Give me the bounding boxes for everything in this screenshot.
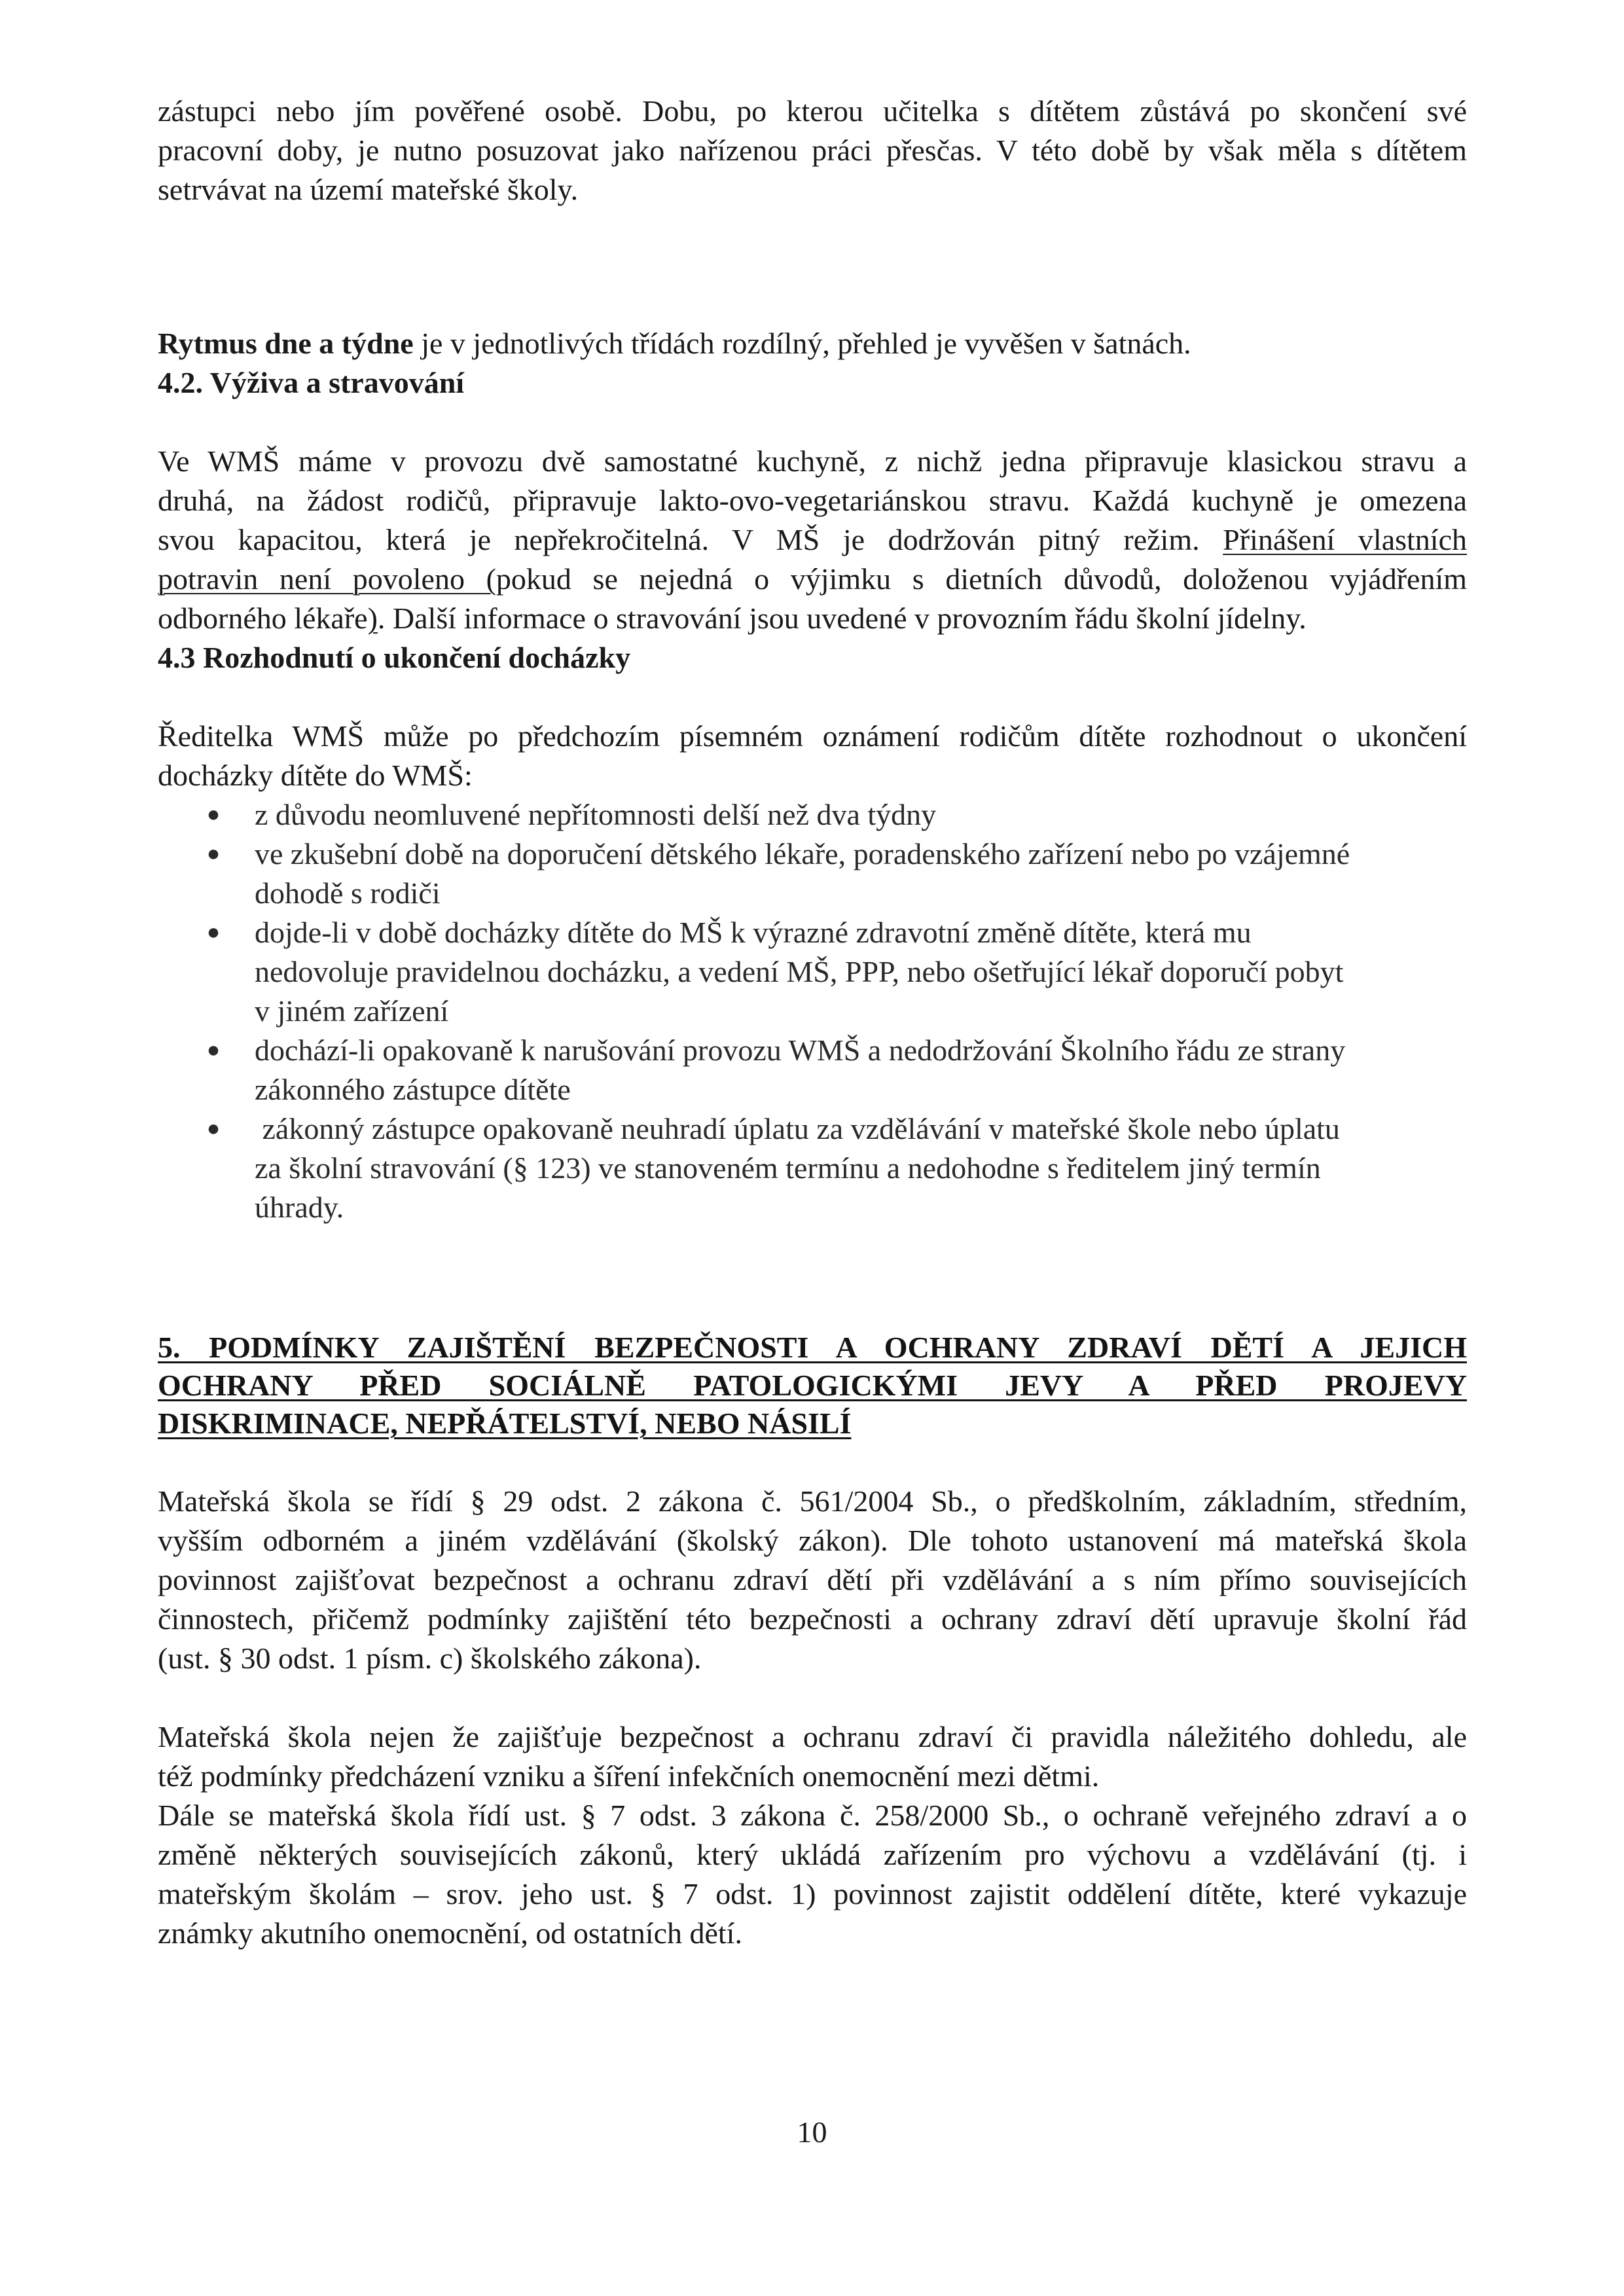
list-item — [158, 1031, 1467, 1109]
list-item-line: úhrady. — [255, 1191, 344, 1224]
nutrition-paragraph — [158, 442, 1467, 638]
text-segment: pokud se nejedná o výjimku s dietních důvodů, doloženou vyjádřením — [496, 562, 1468, 596]
text-segment: . Další informace o stravování jsou uvedené v provozním řádu školní jídelny. — [377, 601, 1307, 635]
text-line: zástupci nebo jím pověřené osobě. Dobu, po kterou učitelka s dítětem zůstává po skončení své — [158, 94, 1467, 128]
list-item-line: dochází-li opakovaně k narušování provozu WMŠ a nedodržování Školního řádu ze strany — [255, 1033, 1346, 1067]
document-page — [158, 92, 1467, 1953]
text-line: druhá, na žádost rodičů, připravuje lakto-ovo-vegetariánskou stravu. Každá kuchyně je omezena — [158, 484, 1467, 517]
section-heading-4-3: 4.3 Rozhodnutí o ukončení docházky — [158, 641, 631, 674]
list-item-line: nedovoluje pravidelnou docházku, a vedení MŠ, PPP, nebo ošetřující lékař doporučí pobyt — [255, 955, 1344, 988]
section-heading-5-line: DISKRIMINACE, NEPŘÁTELSTVÍ, NEBO NÁSILÍ — [158, 1407, 852, 1440]
bullet-icon: ● — [206, 802, 221, 827]
text-segment: odborného lékaře — [158, 601, 368, 635]
text-line: (ust. § 30 odst. 1 písm. c) školského zákona). — [158, 1641, 702, 1675]
text-line: Mateřská škola se řídí § 29 odst. 2 zákona č. 561/2004 Sb., o předškolním, základním, středním, — [158, 1484, 1467, 1518]
text-line: Ředitelka WMŠ může po předchozím písemném oznámení rodičům dítěte rozhodnout o ukončení — [158, 719, 1467, 753]
rhythm-text: je v jednotlivých třídách rozdílný, přehled je vyvěšen v šatnách. — [413, 327, 1191, 360]
safety-paragraph-1 — [158, 1482, 1467, 1678]
text-line: docházky dítěte do WMŠ: — [158, 759, 473, 792]
text-line: povinnost zajišťovat bezpečnost a ochranu zdraví dětí při vzdělávání a s ním přímo souvisejících — [158, 1563, 1467, 1596]
section-heading-5 — [158, 1329, 1467, 1443]
safety-paragraph-2 — [158, 1717, 1467, 1953]
text-line: změně některých souvisejících zákonů, který ukládá zařízením pro výchovu a vzdělávání (tj. i — [158, 1838, 1467, 1871]
list-item-line: za školní stravování (§ 123) ve stanoveném termínu a nedohodne s ředitelem jiný termín — [255, 1151, 1321, 1185]
underlined-text: Přinášení vlastních — [1223, 523, 1467, 556]
text-line: činnostech, přičemž podmínky zajištění této bezpečnosti a ochrany zdraví dětí upravuje školní řád — [158, 1602, 1467, 1636]
text-line: vyšším odborném a jiném vzdělávání (školský zákon). Dle tohoto ustanovení má mateřská škola — [158, 1524, 1467, 1557]
underlined-text: ) — [367, 601, 378, 635]
section-heading-4-2: 4.2. Výživa a stravování — [158, 366, 465, 399]
list-item-line: zákonného zástupce dítěte — [255, 1073, 571, 1106]
underlined-text: potravin není povoleno ( — [158, 562, 496, 596]
list-item-line: dojde-li v době docházky dítěte do MŠ k výrazné zdravotní změně dítěte, která mu — [255, 916, 1252, 949]
bullet-icon: ● — [206, 920, 221, 944]
termination-intro — [158, 717, 1467, 795]
list-item — [158, 1109, 1467, 1227]
text-line: Ve WMŠ máme v provozu dvě samostatné kuchyně, z nichž jedna připravuje klasickou stravu a — [158, 444, 1467, 478]
list-item-line: v jiném zařízení — [255, 994, 449, 1028]
text-line — [158, 520, 1467, 560]
text-line: mateřským školám – srov. jeho ust. § 7 odst. 1) povinnost zajistit oddělení dítěte, které vykazuje — [158, 1877, 1467, 1910]
list-item — [158, 834, 1467, 913]
page-number: 10 — [797, 2115, 827, 2149]
text-line: Mateřská škola nejen že zajišťuje bezpečnost a ochranu zdraví či pravidla náležitého dohledu, ale — [158, 1720, 1467, 1753]
bullet-icon: ● — [206, 1038, 221, 1062]
text-line: známky akutního onemocnění, od ostatních dětí. — [158, 1916, 742, 1950]
list-item-line: dohodě s rodiči — [255, 876, 441, 910]
text-line — [158, 560, 1467, 599]
bullet-icon: ● — [206, 842, 221, 866]
text-segment: svou kapacitou, která je nepřekročitelná. V MŠ je dodržován pitný režim. — [158, 523, 1223, 556]
section-heading-5-line: 5. PODMÍNKY ZAJIŠTĚNÍ BEZPEČNOSTI A OCHRANY ZDRAVÍ DĚTÍ A JEJICH — [158, 1331, 1467, 1364]
list-item-line: ve zkušební době na doporučení dětského lékaře, poradenského zařízení nebo po vzájemné — [255, 837, 1350, 870]
list-item — [158, 913, 1467, 1031]
text-line: též podmínky předcházení vzniku a šíření infekčních onemocnění mezi dětmi. — [158, 1759, 1100, 1793]
continuation-paragraph — [158, 92, 1467, 209]
rhythm-bold-label: Rytmus dne a týdne — [158, 327, 414, 360]
text-line: Dále se mateřská škola řídí ust. § 7 odst. 3 zákona č. 258/2000 Sb., o ochraně veřejného zdraví a o — [158, 1799, 1467, 1832]
list-item-line: z důvodu neomluvené nepřítomnosti delší než dva týdny — [255, 798, 937, 831]
section-heading-5-line: OCHRANY PŘED SOCIÁLNĚ PATOLOGICKÝMI JEVY A PŘED PROJEVY — [158, 1369, 1467, 1402]
list-item-line: zákonný zástupce opakovaně neuhradí úplatu za vzdělávání v mateřské škole nebo úplatu — [255, 1112, 1340, 1145]
bullet-icon: ● — [206, 1117, 221, 1141]
rhythm-paragraph — [158, 324, 1467, 363]
termination-reasons-list — [158, 795, 1467, 1227]
text-line: setrvávat na území mateřské školy. — [158, 173, 579, 206]
list-item — [158, 795, 1467, 834]
text-line — [158, 599, 1467, 638]
text-line: pracovní doby, je nutno posuzovat jako nařízenou práci přesčas. V této době by však měla s dítětem — [158, 134, 1467, 167]
